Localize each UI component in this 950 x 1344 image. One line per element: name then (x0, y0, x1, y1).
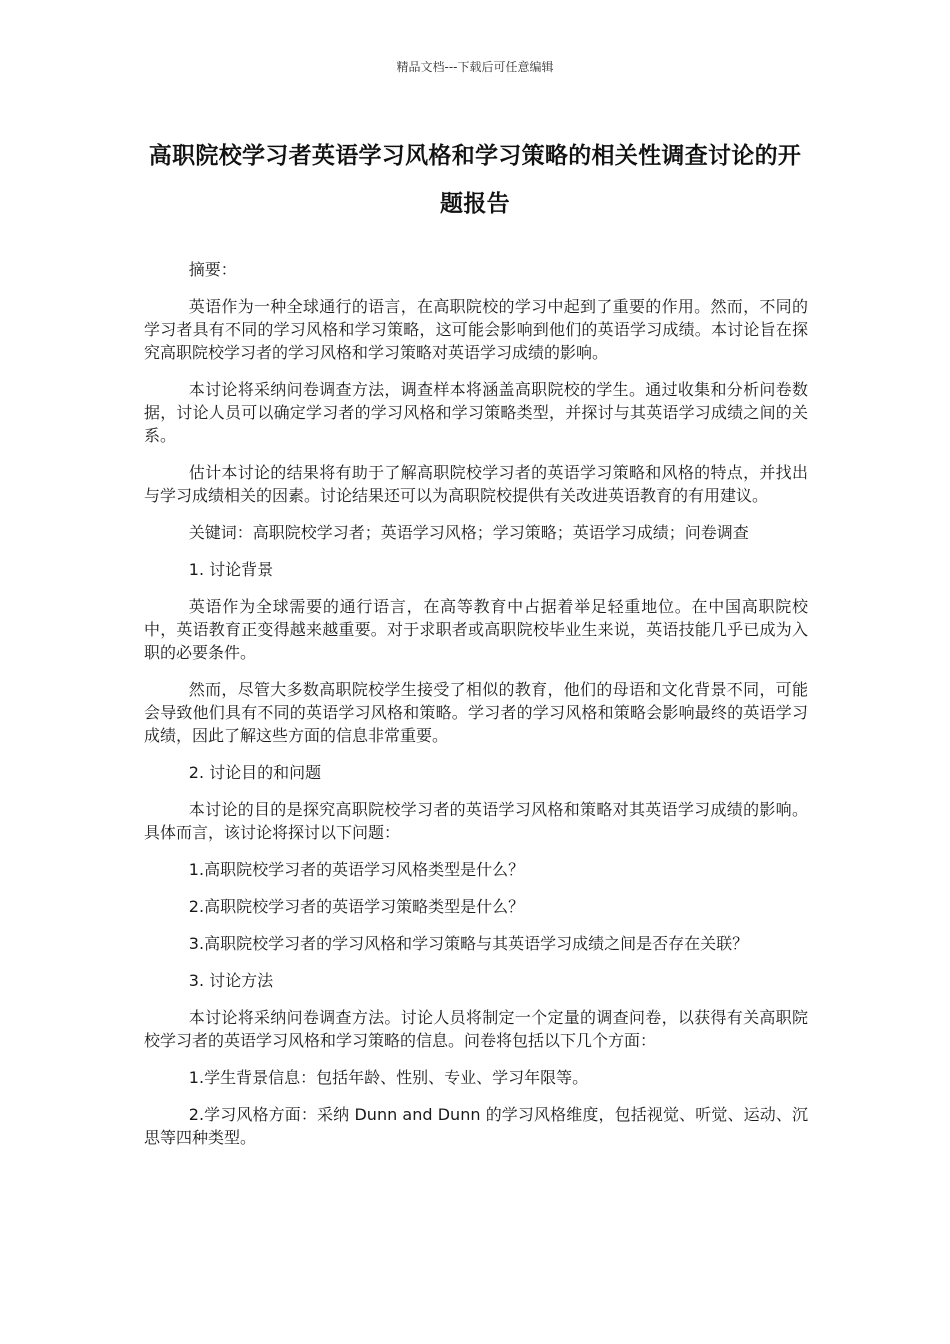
section-heading-method: 3. 讨论方法 (188, 971, 274, 990)
document-body (144, 258, 808, 1163)
question-2: 2.高职院校学习者的英语学习策略类型是什么？ (188, 897, 525, 916)
method-item-2: 2.学习风格方面：采纳 Dunn and Dunn 的学习风格维度，包括视觉、听觉、运动、沉思等四种类型。 (144, 1105, 808, 1147)
abstract-paragraph-3: 估计本讨论的结果将有助于了解高职院校学习者的英语学习策略和风格的特点，并找出与学习成绩相关的因素。讨论结果还可以为高职院校提供有关改进英语教育的有用建议。 (144, 463, 808, 505)
question-3: 3.高职院校学习者的学习风格和学习策略与其英语学习成绩之间是否存在关联？ (188, 934, 749, 953)
document-title: 高职院校学习者英语学习风格和学习策略的相关性调查讨论的开题报告 (148, 143, 802, 217)
abstract-label: 摘要： (188, 260, 237, 279)
section-heading-purpose: 2. 讨论目的和问题 (188, 763, 322, 782)
section-heading-background: 1. 讨论背景 (188, 560, 274, 579)
abstract-paragraph-2: 本讨论将采纳问卷调查方法，调查样本将涵盖高职院校的学生。通过收集和分析问卷数据，讨论人员可以确定学习者的学习风格和学习策略类型，并探讨与其英语学习成绩之间的关系。 (144, 380, 808, 445)
method-item-1: 1.学生背景信息：包括年龄、性别、专业、学习年限等。 (188, 1068, 589, 1087)
background-paragraph-2: 然而，尽管大多数高职院校学生接受了相似的教育，他们的母语和文化背景不同，可能会导致他们具有不同的英语学习风格和策略。学习者的学习风格和策略会影响最终的英语学习成绩，因此了解这些方面的信息非常重要。 (144, 680, 808, 745)
keywords: 关键词：高职院校学习者；英语学习风格；学习策略；英语学习成绩；问卷调查 (188, 523, 749, 542)
question-1: 1.高职院校学习者的英语学习风格类型是什么？ (188, 860, 525, 879)
method-paragraph: 本讨论将采纳问卷调查方法。讨论人员将制定一个定量的调查问卷，以获得有关高职院校学习者的英语学习风格和学习策略的信息。问卷将包括以下几个方面： (144, 1008, 808, 1050)
abstract-paragraph-1: 英语作为一种全球通行的语言，在高职院校的学习中起到了重要的作用。然而，不同的学习者具有不同的学习风格和学习策略，这可能会影响到他们的英语学习成绩。本讨论旨在探究高职院校学习者的学习风格和学习策略对英语学习成绩的影响。 (144, 297, 808, 362)
purpose-paragraph: 本讨论的目的是探究高职院校学习者的英语学习风格和策略对其英语学习成绩的影响。具体而言，该讨论将探讨以下问题： (144, 800, 808, 842)
background-paragraph-1: 英语作为全球需要的通行语言，在高等教育中占据着举足轻重地位。在中国高职院校中，英语教育正变得越来越重要。对于求职者或高职院校毕业生来说，英语技能几乎已成为入职的必要条件。 (144, 597, 808, 662)
header-note: 精品文档---下载后可任意编辑 (396, 60, 554, 74)
